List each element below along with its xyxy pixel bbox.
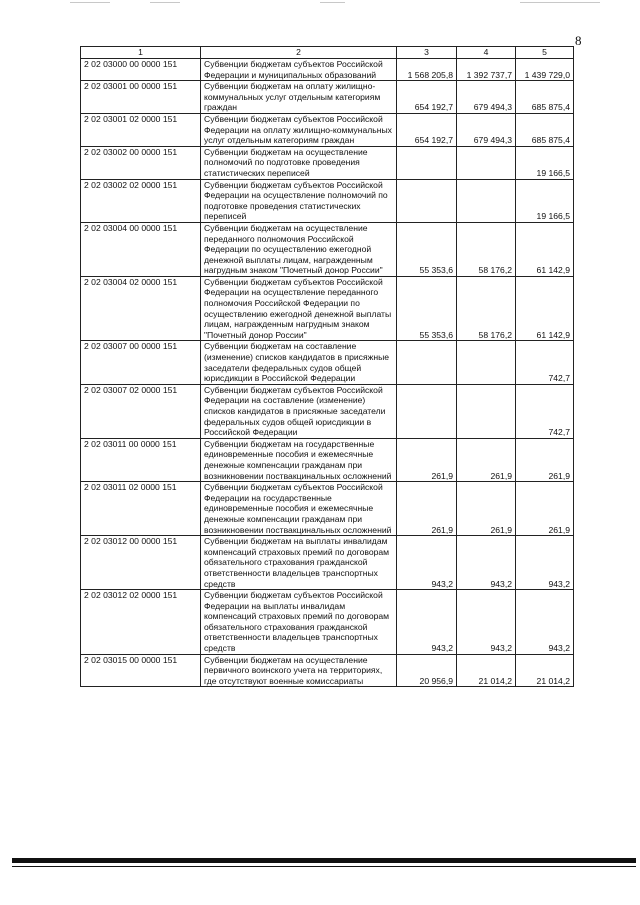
value-cell-col4 [457, 179, 516, 222]
description-cell: Субвенции бюджетам субъектов Российской Федерации на выплаты инвалидам компенсаций страховых премий по договорам обязательного страхования гражданской ответственности владельцев транспортных средств [201, 590, 397, 655]
description-cell: Субвенции бюджетам на осуществление полномочий по подготовке проведения статистических переписей [201, 146, 397, 179]
value-cell-col5: 19 166,5 [516, 179, 574, 222]
description-cell: Субвенции бюджетам субъектов Российской Федерации на осуществление переданного полномочия Российской Федерации по осуществлению ежегодной денежной выплаты лицам, награжденным нагрудным знаком "Почетный донор России" [201, 276, 397, 341]
value-cell-col5: 21 014,2 [516, 654, 574, 687]
description-cell: Субвенции бюджетам субъектов Российской Федерации на составление (изменение) списков кандидатов в присяжные заседатели федеральных судов общей юрисдикции в Российской Федерации [201, 384, 397, 438]
value-cell-col3 [397, 146, 457, 179]
scan-edge-mark [70, 2, 110, 3]
column-header: 3 [397, 47, 457, 59]
page-bottom-rule [12, 866, 636, 867]
value-cell-col5: 742,7 [516, 341, 574, 384]
description-cell: Субвенции бюджетам субъектов Российской Федерации и муниципальных образований [201, 59, 397, 81]
value-cell-col5: 943,2 [516, 536, 574, 590]
table-row [81, 438, 574, 481]
value-cell-col4: 1 392 737,7 [457, 59, 516, 81]
code-cell: 2 02 03012 02 0000 151 [81, 590, 201, 655]
value-cell-col4: 679 494,3 [457, 113, 516, 146]
value-cell-col4: 58 176,2 [457, 276, 516, 341]
description-cell: Субвенции бюджетам на оплату жилищно-коммунальных услуг отдельным категориям граждан [201, 81, 397, 114]
code-cell: 2 02 03002 02 0000 151 [81, 179, 201, 222]
table-row [81, 341, 574, 384]
table-row [81, 482, 574, 536]
description-cell: Субвенции бюджетам субъектов Российской Федерации на государственные единовременные пособия и ежемесячные денежные компенсации гражданам при возникновении поствакцинальных осложнений [201, 482, 397, 536]
code-cell: 2 02 03002 00 0000 151 [81, 146, 201, 179]
page-number: 8 [575, 33, 582, 48]
value-cell-col3: 1 568 205,8 [397, 59, 457, 81]
code-cell: 2 02 03007 00 0000 151 [81, 341, 201, 384]
value-cell-col5: 685 875,4 [516, 113, 574, 146]
value-cell-col5: 19 166,5 [516, 146, 574, 179]
table-row [81, 654, 574, 687]
code-cell: 2 02 03004 02 0000 151 [81, 276, 201, 341]
table-row [81, 276, 574, 341]
value-cell-col4: 943,2 [457, 536, 516, 590]
value-cell-col3: 943,2 [397, 590, 457, 655]
value-cell-col5: 261,9 [516, 438, 574, 481]
column-header: 5 [516, 47, 574, 59]
value-cell-col3: 261,9 [397, 438, 457, 481]
code-cell: 2 02 03007 02 0000 151 [81, 384, 201, 438]
value-cell-col3: 943,2 [397, 536, 457, 590]
description-cell: Субвенции бюджетам субъектов Российской Федерации на оплату жилищно-коммунальных услуг отдельным категориям граждан [201, 113, 397, 146]
value-cell-col3: 654 192,7 [397, 81, 457, 114]
table-row [81, 590, 574, 655]
value-cell-col4: 261,9 [457, 438, 516, 481]
value-cell-col4: 679 494,3 [457, 81, 516, 114]
value-cell-col5: 943,2 [516, 590, 574, 655]
description-cell: Субвенции бюджетам на составление (изменение) списков кандидатов в присяжные заседатели федеральных судов общей юрисдикции в Российской Федерации [201, 341, 397, 384]
description-cell: Субвенции бюджетам на осуществление переданного полномочия Российской Федерации по осуществлению ежегодной денежной выплаты лицам, награжденным нагрудным знаком "Почетный донор России" [201, 222, 397, 276]
column-header: 4 [457, 47, 516, 59]
value-cell-col5: 685 875,4 [516, 81, 574, 114]
value-cell-col4: 261,9 [457, 482, 516, 536]
table-row [81, 81, 574, 114]
value-cell-col5: 261,9 [516, 482, 574, 536]
value-cell-col3: 261,9 [397, 482, 457, 536]
code-cell: 2 02 03011 02 0000 151 [81, 482, 201, 536]
value-cell-col3 [397, 384, 457, 438]
value-cell-col4 [457, 384, 516, 438]
description-cell: Субвенции бюджетам субъектов Российской Федерации на осуществление полномочий по подготовке проведения статистических переписей [201, 179, 397, 222]
table-row [81, 113, 574, 146]
code-cell: 2 02 03012 00 0000 151 [81, 536, 201, 590]
description-cell: Субвенции бюджетам на государственные единовременные пособия и ежемесячные денежные компенсации гражданам при возникновении поствакцинальных осложнений [201, 438, 397, 481]
table-row [81, 179, 574, 222]
table-row [81, 384, 574, 438]
scan-edge-mark [320, 2, 345, 3]
value-cell-col3 [397, 341, 457, 384]
value-cell-col4: 943,2 [457, 590, 516, 655]
code-cell: 2 02 03000 00 0000 151 [81, 59, 201, 81]
code-cell: 2 02 03004 00 0000 151 [81, 222, 201, 276]
table-row [81, 536, 574, 590]
value-cell-col4 [457, 146, 516, 179]
value-cell-col3: 20 956,9 [397, 654, 457, 687]
header-row [81, 47, 574, 59]
value-cell-col5: 1 439 729,0 [516, 59, 574, 81]
code-cell: 2 02 03001 00 0000 151 [81, 81, 201, 114]
value-cell-col3: 654 192,7 [397, 113, 457, 146]
table-row [81, 146, 574, 179]
budget-table-container [80, 46, 574, 687]
description-cell: Субвенции бюджетам на осуществление первичного воинского учета на территориях, где отсутствуют военные комиссариаты [201, 654, 397, 687]
value-cell-col5: 742,7 [516, 384, 574, 438]
value-cell-col5: 61 142,9 [516, 276, 574, 341]
scan-edge-mark [150, 2, 180, 3]
value-cell-col4 [457, 341, 516, 384]
value-cell-col4: 21 014,2 [457, 654, 516, 687]
value-cell-col4: 58 176,2 [457, 222, 516, 276]
code-cell: 2 02 03015 00 0000 151 [81, 654, 201, 687]
code-cell: 2 02 03011 00 0000 151 [81, 438, 201, 481]
value-cell-col3: 55 353,6 [397, 276, 457, 341]
table-row [81, 222, 574, 276]
value-cell-col3: 55 353,6 [397, 222, 457, 276]
description-cell: Субвенции бюджетам на выплаты инвалидам компенсаций страховых премий по договорам обязательного страхования гражданской ответственности владельцев транспортных средств [201, 536, 397, 590]
page-bottom-rule [12, 858, 636, 863]
column-header: 1 [81, 47, 201, 59]
budget-table [80, 46, 574, 687]
value-cell-col3 [397, 179, 457, 222]
column-header: 2 [201, 47, 397, 59]
value-cell-col5: 61 142,9 [516, 222, 574, 276]
scan-edge-mark [520, 2, 600, 3]
table-row [81, 59, 574, 81]
code-cell: 2 02 03001 02 0000 151 [81, 113, 201, 146]
